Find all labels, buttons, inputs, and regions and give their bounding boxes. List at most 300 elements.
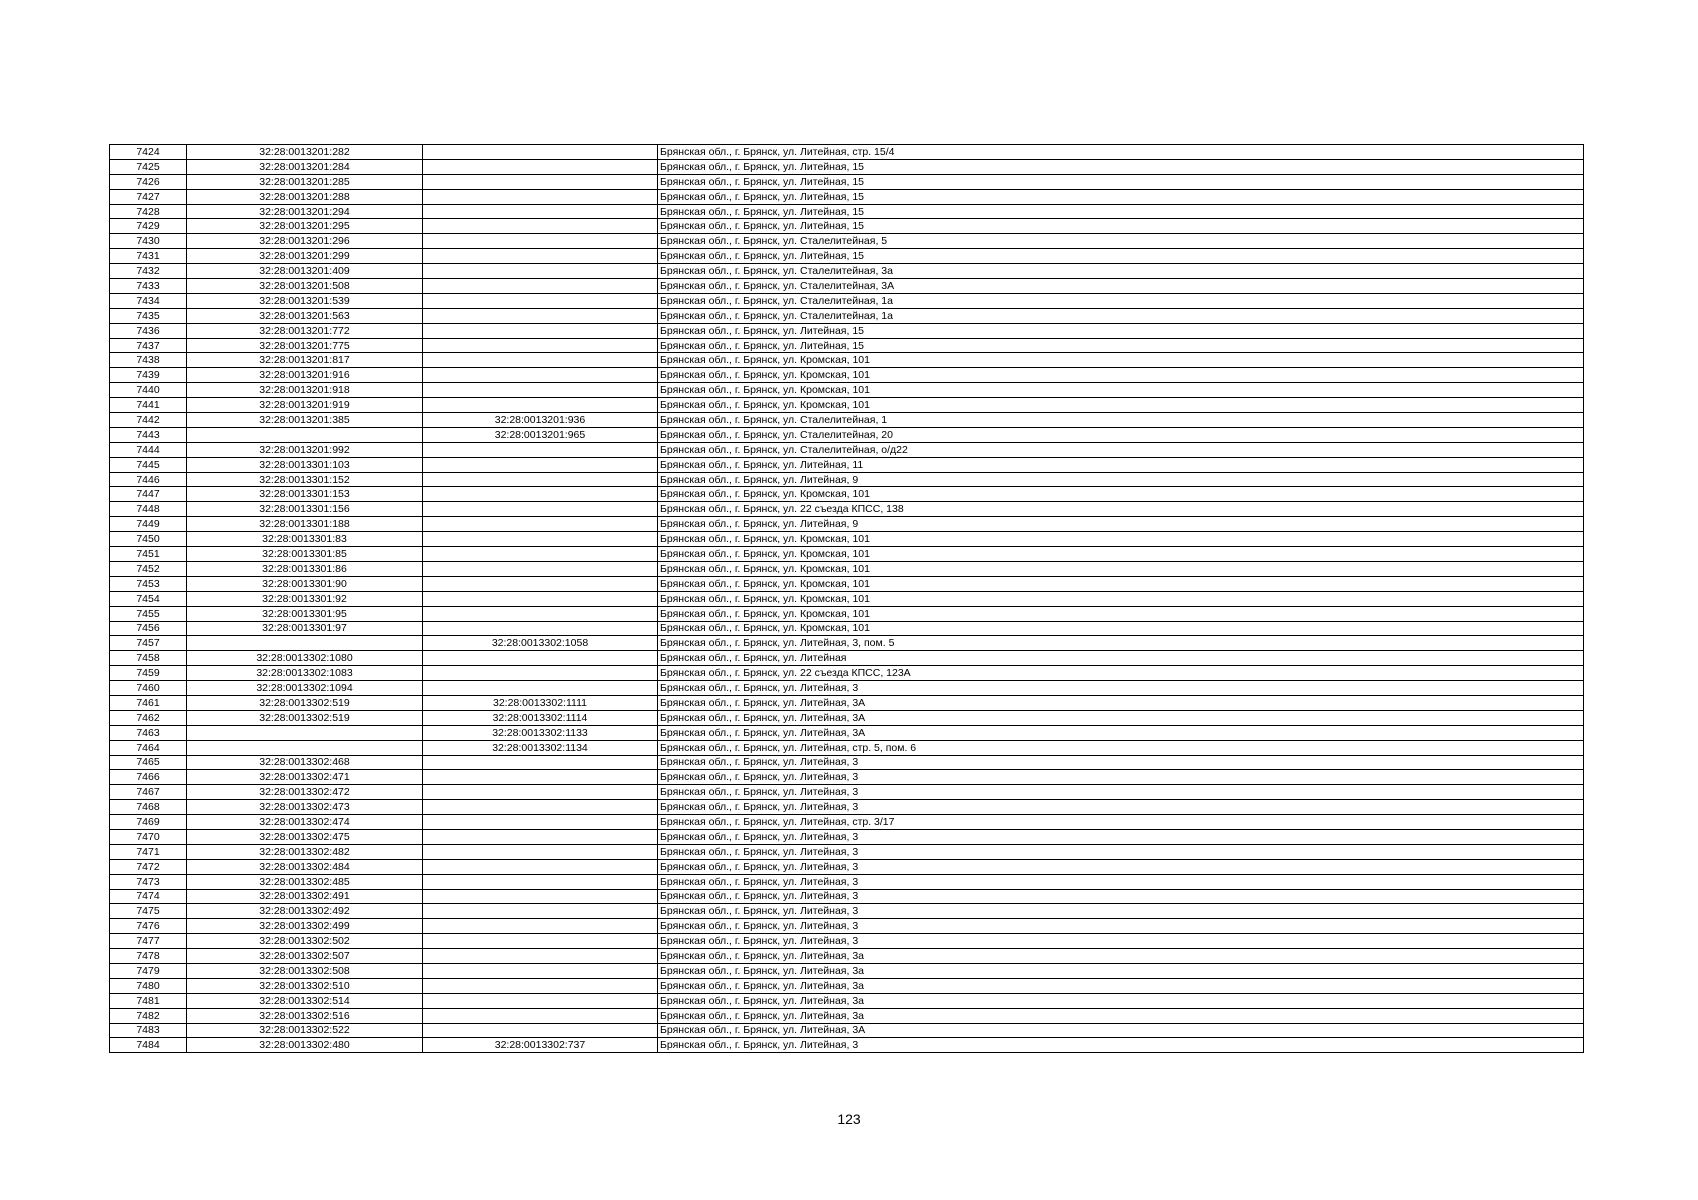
cadastral-number-cell: 32:28:0013201:299: [187, 249, 423, 264]
row-number-cell: 7483: [110, 1023, 187, 1038]
table-row: [110, 189, 1584, 204]
row-number-cell: 7452: [110, 561, 187, 576]
row-number-cell: 7432: [110, 264, 187, 279]
related-cadastral-number-cell: [423, 457, 658, 472]
table-row: [110, 963, 1584, 978]
table-row: [110, 293, 1584, 308]
address-cell: Брянская обл., г. Брянск, ул. Литейная, 3: [658, 800, 1584, 815]
address-cell: Брянская обл., г. Брянск, ул. Кромская, 101: [658, 561, 1584, 576]
row-number-cell: 7477: [110, 934, 187, 949]
row-number-cell: 7482: [110, 1008, 187, 1023]
table-row: [110, 472, 1584, 487]
related-cadastral-number-cell: [423, 264, 658, 279]
address-cell: Брянская обл., г. Брянск, ул. Литейная, 3: [658, 681, 1584, 696]
table-row: [110, 844, 1584, 859]
related-cadastral-number-cell: [423, 472, 658, 487]
row-number-cell: 7468: [110, 800, 187, 815]
row-number-cell: 7464: [110, 740, 187, 755]
cadastral-number-cell: 32:28:0013302:516: [187, 1008, 423, 1023]
cadastral-number-cell: 32:28:0013301:83: [187, 532, 423, 547]
row-number-cell: 7461: [110, 695, 187, 710]
row-number-cell: 7458: [110, 651, 187, 666]
row-number-cell: 7424: [110, 145, 187, 160]
table-row: [110, 457, 1584, 472]
related-cadastral-number-cell: [423, 1008, 658, 1023]
related-cadastral-number-cell: 32:28:0013302:737: [423, 1038, 658, 1053]
address-cell: Брянская обл., г. Брянск, ул. Кромская, 101: [658, 353, 1584, 368]
cadastral-number-cell: 32:28:0013301:85: [187, 547, 423, 562]
table-row: [110, 279, 1584, 294]
register-table-body: [110, 145, 1584, 1053]
row-number-cell: 7448: [110, 502, 187, 517]
cadastral-number-cell: 32:28:0013201:508: [187, 279, 423, 294]
table-row: [110, 904, 1584, 919]
cadastral-number-cell: 32:28:0013201:295: [187, 219, 423, 234]
cadastral-number-cell: 32:28:0013302:1083: [187, 666, 423, 681]
row-number-cell: 7469: [110, 815, 187, 830]
row-number-cell: 7439: [110, 368, 187, 383]
row-number-cell: 7460: [110, 681, 187, 696]
related-cadastral-number-cell: [423, 919, 658, 934]
related-cadastral-number-cell: [423, 889, 658, 904]
address-cell: Брянская обл., г. Брянск, ул. Литейная, 9: [658, 517, 1584, 532]
related-cadastral-number-cell: 32:28:0013302:1058: [423, 636, 658, 651]
row-number-cell: 7455: [110, 606, 187, 621]
related-cadastral-number-cell: [423, 279, 658, 294]
address-cell: Брянская обл., г. Брянск, ул. Литейная, 3А: [658, 695, 1584, 710]
table-row: [110, 383, 1584, 398]
related-cadastral-number-cell: [423, 978, 658, 993]
address-cell: Брянская обл., г. Брянск, ул. Литейная, 15: [658, 219, 1584, 234]
address-cell: Брянская обл., г. Брянск, ул. Литейная, 3: [658, 874, 1584, 889]
related-cadastral-number-cell: [423, 844, 658, 859]
table-row: [110, 427, 1584, 442]
table-row: [110, 651, 1584, 666]
related-cadastral-number-cell: [423, 591, 658, 606]
row-number-cell: 7431: [110, 249, 187, 264]
related-cadastral-number-cell: [423, 874, 658, 889]
row-number-cell: 7476: [110, 919, 187, 934]
address-cell: Брянская обл., г. Брянск, ул. Литейная, стр. 3/17: [658, 815, 1584, 830]
address-cell: Брянская обл., г. Брянск, ул. Литейная, 3: [658, 755, 1584, 770]
related-cadastral-number-cell: [423, 859, 658, 874]
related-cadastral-number-cell: [423, 755, 658, 770]
address-cell: Брянская обл., г. Брянск, ул. Кромская, 101: [658, 532, 1584, 547]
table-row: [110, 308, 1584, 323]
cadastral-number-cell: 32:28:0013201:919: [187, 398, 423, 413]
table-row: [110, 874, 1584, 889]
address-cell: Брянская обл., г. Брянск, ул. Литейная, 15: [658, 323, 1584, 338]
table-row: [110, 502, 1584, 517]
row-number-cell: 7441: [110, 398, 187, 413]
row-number-cell: 7426: [110, 174, 187, 189]
address-cell: Брянская обл., г. Брянск, ул. Сталелитейная, 1: [658, 413, 1584, 428]
cadastral-number-cell: 32:28:0013302:485: [187, 874, 423, 889]
address-cell: Брянская обл., г. Брянск, ул. Литейная, 3а: [658, 993, 1584, 1008]
table-row: [110, 323, 1584, 338]
address-cell: Брянская обл., г. Брянск, ул. Литейная, 3: [658, 904, 1584, 919]
table-row: [110, 353, 1584, 368]
related-cadastral-number-cell: [423, 338, 658, 353]
address-cell: Брянская обл., г. Брянск, ул. Кромская, 101: [658, 368, 1584, 383]
cadastral-number-cell: 32:28:0013201:288: [187, 189, 423, 204]
table-row: [110, 576, 1584, 591]
cadastral-number-cell: 32:28:0013302:471: [187, 770, 423, 785]
cadastral-number-cell: [187, 740, 423, 755]
address-cell: Брянская обл., г. Брянск, ул. Литейная, 3: [658, 829, 1584, 844]
cadastral-number-cell: 32:28:0013301:156: [187, 502, 423, 517]
row-number-cell: 7454: [110, 591, 187, 606]
related-cadastral-number-cell: [423, 159, 658, 174]
cadastral-number-cell: 32:28:0013302:482: [187, 844, 423, 859]
property-register-table: [109, 144, 1584, 1053]
cadastral-number-cell: 32:28:0013301:92: [187, 591, 423, 606]
cadastral-number-cell: [187, 427, 423, 442]
address-cell: Брянская обл., г. Брянск, ул. Кромская, 101: [658, 606, 1584, 621]
address-cell: Брянская обл., г. Брянск, ул. Сталелитейная, 3А: [658, 279, 1584, 294]
address-cell: Брянская обл., г. Брянск, ул. Сталелитейная, 1а: [658, 308, 1584, 323]
address-cell: Брянская обл., г. Брянск, ул. Литейная, 15: [658, 204, 1584, 219]
table-row: [110, 725, 1584, 740]
cadastral-number-cell: 32:28:0013201:916: [187, 368, 423, 383]
cadastral-number-cell: 32:28:0013302:1094: [187, 681, 423, 696]
cadastral-number-cell: 32:28:0013201:296: [187, 234, 423, 249]
row-number-cell: 7442: [110, 413, 187, 428]
related-cadastral-number-cell: [423, 368, 658, 383]
cadastral-number-cell: 32:28:0013201:817: [187, 353, 423, 368]
address-cell: Брянская обл., г. Брянск, ул. Кромская, 101: [658, 591, 1584, 606]
table-row: [110, 517, 1584, 532]
address-cell: Брянская обл., г. Брянск, ул. Литейная, 11: [658, 457, 1584, 472]
row-number-cell: 7437: [110, 338, 187, 353]
related-cadastral-number-cell: 32:28:0013302:1114: [423, 710, 658, 725]
related-cadastral-number-cell: [423, 234, 658, 249]
related-cadastral-number-cell: [423, 547, 658, 562]
cadastral-number-cell: 32:28:0013201:294: [187, 204, 423, 219]
table-row: [110, 666, 1584, 681]
row-number-cell: 7443: [110, 427, 187, 442]
table-row: [110, 815, 1584, 830]
related-cadastral-number-cell: [423, 502, 658, 517]
table-row: [110, 1008, 1584, 1023]
related-cadastral-number-cell: [423, 606, 658, 621]
related-cadastral-number-cell: [423, 904, 658, 919]
row-number-cell: 7446: [110, 472, 187, 487]
related-cadastral-number-cell: [423, 561, 658, 576]
cadastral-number-cell: 32:28:0013302:519: [187, 710, 423, 725]
row-number-cell: 7440: [110, 383, 187, 398]
related-cadastral-number-cell: 32:28:0013302:1134: [423, 740, 658, 755]
cadastral-number-cell: [187, 636, 423, 651]
address-cell: Брянская обл., г. Брянск, ул. Кромская, 101: [658, 547, 1584, 562]
table-row: [110, 978, 1584, 993]
table-row: [110, 889, 1584, 904]
address-cell: Брянская обл., г. Брянск, ул. Кромская, 101: [658, 576, 1584, 591]
address-cell: Брянская обл., г. Брянск, ул. Кромская, 101: [658, 487, 1584, 502]
cadastral-number-cell: 32:28:0013301:90: [187, 576, 423, 591]
cadastral-number-cell: 32:28:0013201:563: [187, 308, 423, 323]
table-row: [110, 1023, 1584, 1038]
related-cadastral-number-cell: 32:28:0013201:936: [423, 413, 658, 428]
address-cell: Брянская обл., г. Брянск, ул. Литейная, 15: [658, 174, 1584, 189]
related-cadastral-number-cell: [423, 651, 658, 666]
table-row: [110, 785, 1584, 800]
table-row: [110, 829, 1584, 844]
row-number-cell: 7478: [110, 949, 187, 964]
related-cadastral-number-cell: [423, 993, 658, 1008]
address-cell: Брянская обл., г. Брянск, ул. Литейная, стр. 5, пом. 6: [658, 740, 1584, 755]
row-number-cell: 7433: [110, 279, 187, 294]
address-cell: Брянская обл., г. Брянск, ул. Литейная, 3а: [658, 949, 1584, 964]
cadastral-number-cell: 32:28:0013302:507: [187, 949, 423, 964]
cadastral-number-cell: 32:28:0013201:284: [187, 159, 423, 174]
related-cadastral-number-cell: [423, 487, 658, 502]
row-number-cell: 7425: [110, 159, 187, 174]
row-number-cell: 7467: [110, 785, 187, 800]
cadastral-number-cell: 32:28:0013302:508: [187, 963, 423, 978]
row-number-cell: 7451: [110, 547, 187, 562]
cadastral-number-cell: 32:28:0013302:473: [187, 800, 423, 815]
related-cadastral-number-cell: [423, 249, 658, 264]
table-row: [110, 234, 1584, 249]
related-cadastral-number-cell: [423, 681, 658, 696]
address-cell: Брянская обл., г. Брянск, ул. Кромская, 101: [658, 383, 1584, 398]
cadastral-number-cell: 32:28:0013201:992: [187, 442, 423, 457]
row-number-cell: 7472: [110, 859, 187, 874]
address-cell: Брянская обл., г. Брянск, ул. Сталелитейная, 20: [658, 427, 1584, 442]
row-number-cell: 7470: [110, 829, 187, 844]
row-number-cell: 7447: [110, 487, 187, 502]
address-cell: Брянская обл., г. Брянск, ул. Сталелитейная, о/д22: [658, 442, 1584, 457]
table-row: [110, 159, 1584, 174]
cadastral-number-cell: [187, 725, 423, 740]
cadastral-number-cell: 32:28:0013302:468: [187, 755, 423, 770]
address-cell: Брянская обл., г. Брянск, ул. Литейная, 15: [658, 249, 1584, 264]
address-cell: Брянская обл., г. Брянск, ул. Кромская, 101: [658, 398, 1584, 413]
related-cadastral-number-cell: [423, 800, 658, 815]
related-cadastral-number-cell: [423, 383, 658, 398]
address-cell: Брянская обл., г. Брянск, ул. Литейная, 3: [658, 889, 1584, 904]
row-number-cell: 7453: [110, 576, 187, 591]
address-cell: Брянская обл., г. Брянск, ул. Литейная, 3: [658, 934, 1584, 949]
related-cadastral-number-cell: [423, 293, 658, 308]
cadastral-number-cell: 32:28:0013201:772: [187, 323, 423, 338]
table-row: [110, 338, 1584, 353]
table-row: [110, 755, 1584, 770]
table-row: [110, 740, 1584, 755]
cadastral-number-cell: 32:28:0013302:491: [187, 889, 423, 904]
table-row: [110, 532, 1584, 547]
row-number-cell: 7427: [110, 189, 187, 204]
related-cadastral-number-cell: 32:28:0013201:965: [423, 427, 658, 442]
related-cadastral-number-cell: [423, 963, 658, 978]
table-row: [110, 368, 1584, 383]
address-cell: Брянская обл., г. Брянск, ул. Литейная, 3а: [658, 963, 1584, 978]
table-row: [110, 859, 1584, 874]
cadastral-number-cell: 32:28:0013301:153: [187, 487, 423, 502]
row-number-cell: 7445: [110, 457, 187, 472]
address-cell: Брянская обл., г. Брянск, ул. Литейная, 3а: [658, 1008, 1584, 1023]
related-cadastral-number-cell: [423, 145, 658, 160]
row-number-cell: 7449: [110, 517, 187, 532]
cadastral-number-cell: 32:28:0013201:385: [187, 413, 423, 428]
table-row: [110, 204, 1584, 219]
table-row: [110, 591, 1584, 606]
related-cadastral-number-cell: [423, 785, 658, 800]
row-number-cell: 7428: [110, 204, 187, 219]
table-row: [110, 949, 1584, 964]
related-cadastral-number-cell: [423, 666, 658, 681]
row-number-cell: 7479: [110, 963, 187, 978]
address-cell: Брянская обл., г. Брянск, ул. Литейная, 3, пом. 5: [658, 636, 1584, 651]
row-number-cell: 7429: [110, 219, 187, 234]
table-row: [110, 919, 1584, 934]
address-cell: Брянская обл., г. Брянск, ул. 22 съезда КПСС, 138: [658, 502, 1584, 517]
related-cadastral-number-cell: [423, 934, 658, 949]
row-number-cell: 7435: [110, 308, 187, 323]
address-cell: Брянская обл., г. Брянск, ул. Литейная, 9: [658, 472, 1584, 487]
table-row: [110, 800, 1584, 815]
row-number-cell: 7434: [110, 293, 187, 308]
row-number-cell: 7456: [110, 621, 187, 636]
row-number-cell: 7474: [110, 889, 187, 904]
row-number-cell: 7471: [110, 844, 187, 859]
table-row: [110, 145, 1584, 160]
related-cadastral-number-cell: [423, 576, 658, 591]
cadastral-number-cell: 32:28:0013301:86: [187, 561, 423, 576]
cadastral-number-cell: 32:28:0013302:522: [187, 1023, 423, 1038]
address-cell: Брянская обл., г. Брянск, ул. Сталелитейная, 5: [658, 234, 1584, 249]
related-cadastral-number-cell: [423, 442, 658, 457]
cadastral-number-cell: 32:28:0013302:492: [187, 904, 423, 919]
table-row: [110, 442, 1584, 457]
address-cell: Брянская обл., г. Брянск, ул. Литейная, 3: [658, 785, 1584, 800]
table-row: [110, 219, 1584, 234]
row-number-cell: 7430: [110, 234, 187, 249]
address-cell: Брянская обл., г. Брянск, ул. Литейная, 15: [658, 338, 1584, 353]
address-cell: Брянская обл., г. Брянск, ул. Литейная, 3: [658, 1038, 1584, 1053]
related-cadastral-number-cell: [423, 621, 658, 636]
address-cell: Брянская обл., г. Брянск, ул. Сталелитейная, 3а: [658, 264, 1584, 279]
table-row: [110, 770, 1584, 785]
row-number-cell: 7465: [110, 755, 187, 770]
table-row: [110, 398, 1584, 413]
address-cell: Брянская обл., г. Брянск, ул. Кромская, 101: [658, 621, 1584, 636]
related-cadastral-number-cell: [423, 949, 658, 964]
table-row: [110, 621, 1584, 636]
row-number-cell: 7438: [110, 353, 187, 368]
row-number-cell: 7466: [110, 770, 187, 785]
cadastral-number-cell: 32:28:0013302:519: [187, 695, 423, 710]
row-number-cell: 7481: [110, 993, 187, 1008]
address-cell: Брянская обл., г. Брянск, ул. Литейная, 3: [658, 919, 1584, 934]
table-row: [110, 264, 1584, 279]
cadastral-number-cell: 32:28:0013201:918: [187, 383, 423, 398]
cadastral-number-cell: 32:28:0013201:775: [187, 338, 423, 353]
table-row: [110, 636, 1584, 651]
related-cadastral-number-cell: [423, 815, 658, 830]
table-row: [110, 710, 1584, 725]
row-number-cell: 7480: [110, 978, 187, 993]
cadastral-number-cell: 32:28:0013302:514: [187, 993, 423, 1008]
cadastral-number-cell: 32:28:0013302:484: [187, 859, 423, 874]
related-cadastral-number-cell: 32:28:0013302:1133: [423, 725, 658, 740]
related-cadastral-number-cell: [423, 829, 658, 844]
cadastral-number-cell: 32:28:0013301:95: [187, 606, 423, 621]
table-row: [110, 681, 1584, 696]
table-row: [110, 487, 1584, 502]
address-cell: Брянская обл., г. Брянск, ул. Литейная, стр. 15/4: [658, 145, 1584, 160]
address-cell: Брянская обл., г. Брянск, ул. Литейная, 3А: [658, 725, 1584, 740]
table-row: [110, 606, 1584, 621]
address-cell: Брянская обл., г. Брянск, ул. 22 съезда КПСС, 123А: [658, 666, 1584, 681]
row-number-cell: 7484: [110, 1038, 187, 1053]
related-cadastral-number-cell: [423, 353, 658, 368]
related-cadastral-number-cell: [423, 532, 658, 547]
row-number-cell: 7473: [110, 874, 187, 889]
table-row: [110, 547, 1584, 562]
address-cell: Брянская обл., г. Брянск, ул. Литейная, 3: [658, 844, 1584, 859]
address-cell: Брянская обл., г. Брянск, ул. Литейная, 3а: [658, 978, 1584, 993]
table-row: [110, 993, 1584, 1008]
row-number-cell: 7444: [110, 442, 187, 457]
cadastral-number-cell: 32:28:0013302:474: [187, 815, 423, 830]
table-row: [110, 561, 1584, 576]
address-cell: Брянская обл., г. Брянск, ул. Литейная, 15: [658, 189, 1584, 204]
related-cadastral-number-cell: [423, 1023, 658, 1038]
address-cell: Брянская обл., г. Брянск, ул. Литейная, 3: [658, 770, 1584, 785]
cadastral-number-cell: 32:28:0013201:282: [187, 145, 423, 160]
cadastral-number-cell: 32:28:0013301:152: [187, 472, 423, 487]
cadastral-number-cell: 32:28:0013201:409: [187, 264, 423, 279]
row-number-cell: 7463: [110, 725, 187, 740]
related-cadastral-number-cell: [423, 323, 658, 338]
cadastral-number-cell: 32:28:0013201:285: [187, 174, 423, 189]
row-number-cell: 7450: [110, 532, 187, 547]
cadastral-number-cell: 32:28:0013301:103: [187, 457, 423, 472]
cadastral-number-cell: 32:28:0013302:499: [187, 919, 423, 934]
address-cell: Брянская обл., г. Брянск, ул. Сталелитейная, 1а: [658, 293, 1584, 308]
table-row: [110, 174, 1584, 189]
related-cadastral-number-cell: 32:28:0013302:1111: [423, 695, 658, 710]
page-number: 123: [837, 1111, 861, 1127]
row-number-cell: 7475: [110, 904, 187, 919]
cadastral-number-cell: 32:28:0013301:188: [187, 517, 423, 532]
row-number-cell: 7462: [110, 710, 187, 725]
related-cadastral-number-cell: [423, 398, 658, 413]
related-cadastral-number-cell: [423, 308, 658, 323]
row-number-cell: 7459: [110, 666, 187, 681]
related-cadastral-number-cell: [423, 189, 658, 204]
table-row: [110, 413, 1584, 428]
cadastral-number-cell: 32:28:0013302:472: [187, 785, 423, 800]
table-row: [110, 249, 1584, 264]
table-row: [110, 1038, 1584, 1053]
related-cadastral-number-cell: [423, 517, 658, 532]
address-cell: Брянская обл., г. Брянск, ул. Литейная, 3: [658, 859, 1584, 874]
cadastral-number-cell: 32:28:0013302:480: [187, 1038, 423, 1053]
related-cadastral-number-cell: [423, 219, 658, 234]
table-row: [110, 695, 1584, 710]
cadastral-number-cell: 32:28:0013302:475: [187, 829, 423, 844]
address-cell: Брянская обл., г. Брянск, ул. Литейная, 15: [658, 159, 1584, 174]
row-number-cell: 7457: [110, 636, 187, 651]
address-cell: Брянская обл., г. Брянск, ул. Литейная, 3А: [658, 710, 1584, 725]
row-number-cell: 7436: [110, 323, 187, 338]
cadastral-number-cell: 32:28:0013302:510: [187, 978, 423, 993]
related-cadastral-number-cell: [423, 204, 658, 219]
cadastral-number-cell: 32:28:0013301:97: [187, 621, 423, 636]
